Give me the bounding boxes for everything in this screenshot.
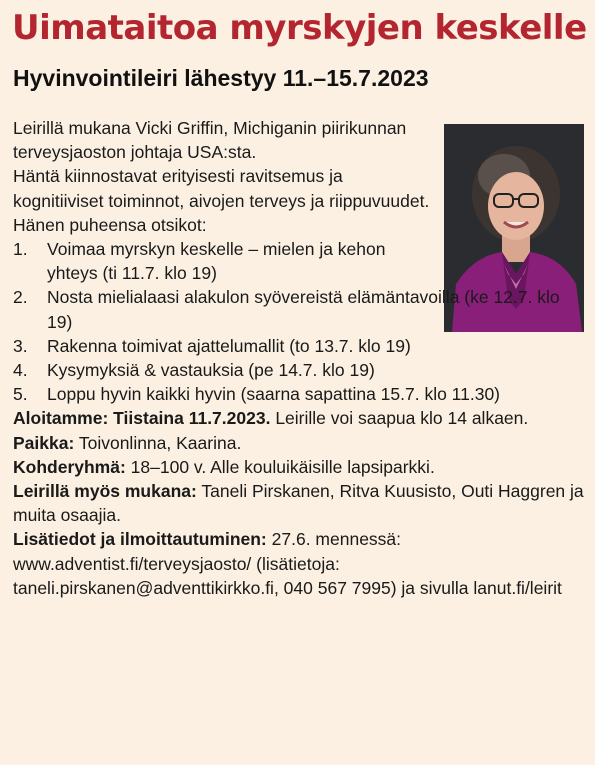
talk-text: Loppu hyvin kaikki hyvin (saarna sapattina 15.7. klo 11.30) xyxy=(47,384,501,405)
talk-text: Kysymyksiä & vastauksia (pe 14.7. klo 19) xyxy=(47,360,375,381)
talk-text: Nosta mielialaasi alakulon syövereistä elämäntavoilla (ke 12.7. klo 19) xyxy=(47,287,560,332)
talk-number: 5. xyxy=(13,384,28,405)
start-label: Aloitamme: Tiistaina 11.7.2023. xyxy=(13,408,271,429)
talk-text: Voimaa myrskyn keskelle – mielen ja kehon yhteys (ti 11.7. klo 19) xyxy=(47,239,386,284)
talk-number: 2. xyxy=(13,287,28,308)
talk-number: 1. xyxy=(13,239,28,260)
talk-item xyxy=(13,382,585,406)
talk-item xyxy=(13,237,431,285)
subheadline: Hyvinvointileiri lähestyy 11.–15.7.2023 xyxy=(13,65,429,91)
target-text: 18–100 v. Alle kouluikäisille lapsiparkki. xyxy=(125,456,435,477)
info-text: 27.6. mennessä: www.adventist.fi/terveysjaosto/ (lisätietoja: taneli.pirskanen@adventtikirkko.fi, 040 567 7995) ja sivulla lanut.fi/leirit xyxy=(13,529,562,598)
start-text: Leirille voi saapua klo 14 alkaen. xyxy=(270,408,529,429)
target-info xyxy=(13,455,585,479)
also-label: Leirillä myös mukana: xyxy=(13,481,197,502)
place-info xyxy=(13,431,585,455)
talk-number: 3. xyxy=(13,335,28,356)
talk-number: 4. xyxy=(13,360,28,381)
intro-paragraph-1: Leirillä mukana Vicki Griffin, Michiganin piirikunnan terveysjaoston johtaja USA:sta. xyxy=(13,118,407,163)
headline: Uimataitoa myrskyjen keskelle xyxy=(12,8,587,48)
talk-item xyxy=(13,285,585,333)
place-label: Paikka: xyxy=(13,432,75,453)
info-label: Lisätiedot ja ilmoittautuminen: xyxy=(13,529,267,550)
start-info xyxy=(13,406,585,430)
talk-text: Rakenna toimivat ajattelumallit (to 13.7. klo 19) xyxy=(47,335,411,356)
place-text: Toivonlinna, Kaarina. xyxy=(74,432,242,453)
talk-list xyxy=(13,237,585,406)
contact-info xyxy=(13,527,585,600)
talk-item xyxy=(13,358,585,382)
also-text: Taneli Pirskanen, Ritva Kuusisto, Outi Haggren ja muita osaajia. xyxy=(13,481,584,526)
also-info xyxy=(13,479,585,527)
talk-item xyxy=(13,334,585,358)
article-body xyxy=(13,116,585,600)
target-label: Kohderyhmä: xyxy=(13,456,126,477)
intro-paragraph-2: Häntä kiinnostavat erityisesti ravitsemus ja kognitiiviset toiminnot, aivojen terveys ja riippuvuudet. Hänen puheensa otsikot: xyxy=(13,166,430,235)
